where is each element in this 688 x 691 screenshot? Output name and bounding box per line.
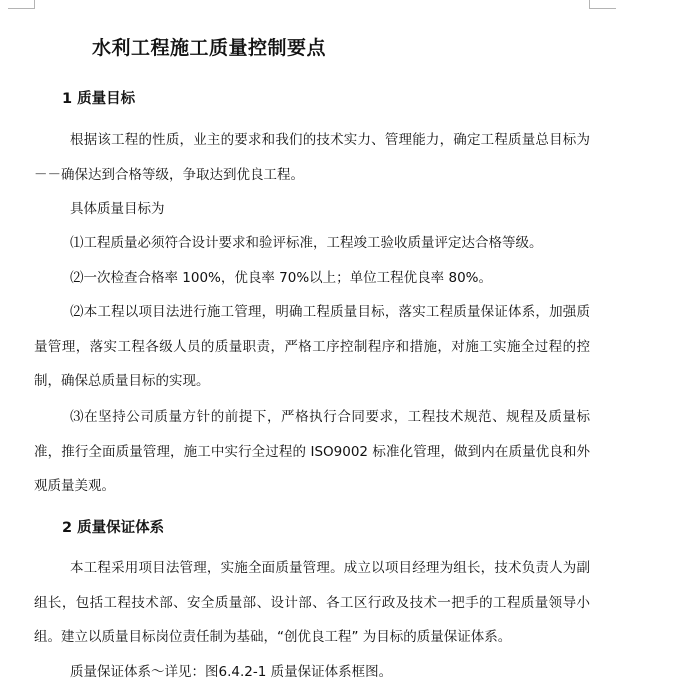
- document-title: 水利工程施工质量控制要点: [92, 37, 327, 59]
- paragraph-assurance-diagram-reference: 质量保证体系～详见：图6.4.2-1 质量保证体系框图。: [70, 664, 393, 680]
- paragraph-overall-goal: 根据该工程的性质，业主的要求和我们的技术实力、管理能力，确定工程质量总目标为－－确保达到合格等级，争取达到优良工程。: [34, 132, 590, 183]
- paragraph-goal-item-1: ⑴工程质量必须符合设计要求和验评标准，工程竣工验收质量评定达合格等级。: [70, 235, 543, 251]
- paragraph-specific-goals-intro: 具体质量目标为: [70, 201, 165, 217]
- paragraph-goal-item-2: ⑵一次检查合格率 100%，优良率 70%以上；单位工程优良率 80%。: [70, 270, 492, 286]
- section-heading-quality-assurance: 2 质量保证体系: [62, 520, 165, 536]
- paragraph-goal-item-4: ⑶在坚持公司质量方针的前提下，严格执行合同要求，工程技术规范、规程及质量标准，推行全面质量管理，施工中实行全过程的 ISO9002 标准化管理，做到内在质量优良和外观质量美观。: [34, 409, 590, 494]
- paragraph-assurance-system: 本工程采用项目法管理，实施全面质量管理。成立以项目经理为组长，技术负责人为副组长，包括工程技术部、安全质量部、设计部、各工区行政及技术一把手的工程质量领导小组。建立以质量目标岗位责任制为基础，“创优良工程” 为目标的质量保证体系。: [34, 560, 590, 645]
- paragraph-goal-item-3: ⑵本工程以项目法进行施工管理，明确工程质量目标，落实工程质量保证体系，加强质量管理，落实工程各级人员的质量职责，严格工序控制程序和措施，对施工实施全过程的控制，确保总质量目标的实现。: [34, 304, 590, 389]
- section-heading-quality-goals: 1 质量目标: [62, 91, 136, 107]
